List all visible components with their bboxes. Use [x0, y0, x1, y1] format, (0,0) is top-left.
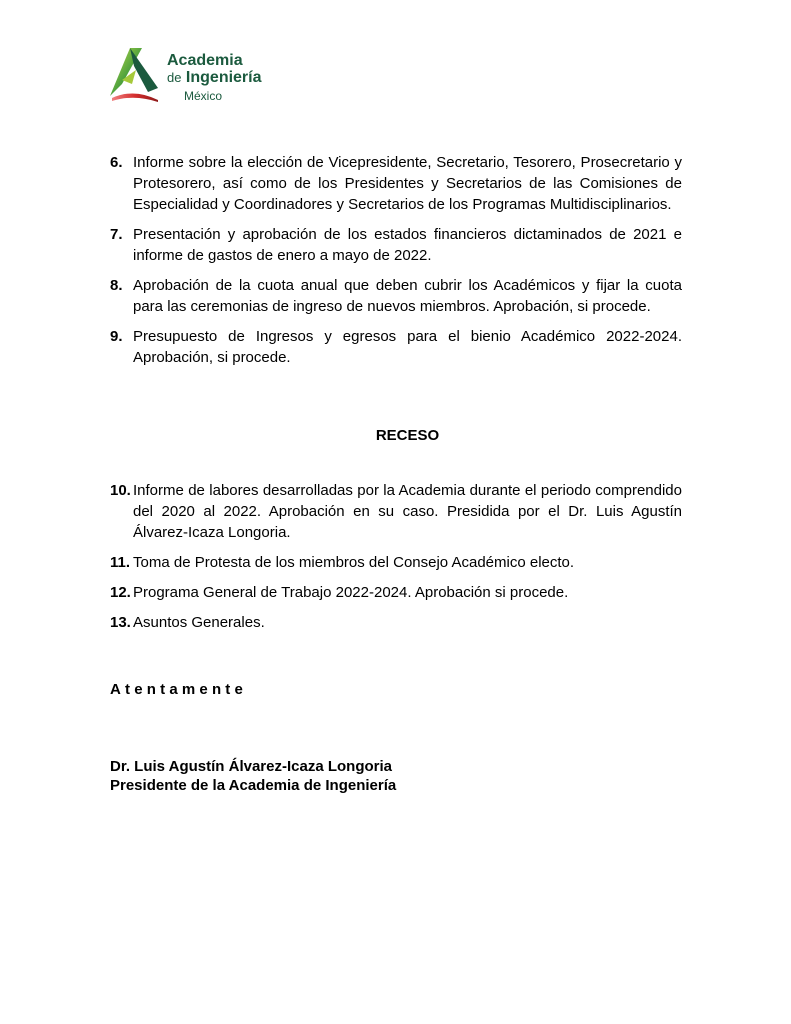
agenda-item-text: Informe sobre la elección de Vicepresidente, Secretario, Tesorero, Prosecretario y Protesorero, así como de los Presidentes y Secretarios de las Comisiones de Especialidad y Coordinadores y Secretarios de los Programas Multidisciplinarios.: [133, 154, 682, 213]
agenda-item-text: Informe de labores desarrolladas por la Academia durante el periodo comprendido del 2020 al 2022. Aprobación en su caso. Presidida por el Dr. Luis Agustín Álvarez-Icaza Longoria.: [133, 482, 682, 541]
agenda-item: [110, 326, 682, 368]
signer-name: Dr. Luis Agustín Álvarez-Icaza Longoria: [110, 758, 392, 775]
agenda-item-number: 11.: [110, 554, 131, 571]
academia-logo-mark-icon: [108, 44, 160, 102]
signer-title: Presidente de la Academia de Ingeniería: [110, 777, 397, 794]
agenda-item-text: Aprobación de la cuota anual que deben cubrir los Académicos y fijar la cuota para las ceremonias de ingreso de nuevos miembros. Aprobación, si procede.: [133, 277, 682, 315]
recess-heading: RECESO: [375, 427, 440, 444]
logo-text-mexico: México: [184, 89, 223, 103]
agenda-item-number: 12.: [110, 584, 131, 601]
agenda-item-text: Presentación y aprobación de los estados financieros dictaminados de 2021 e informe de gastos de enero a mayo de 2022.: [133, 226, 682, 264]
agenda-item-number: 8.: [110, 277, 123, 294]
signature-block: [110, 757, 396, 795]
academia-logo: [108, 44, 278, 106]
agenda-item-number: 6.: [110, 154, 123, 171]
agenda-item-text: Presupuesto de Ingresos y egresos para el bienio Académico 2022-2024. Aprobación, si procede.: [133, 328, 682, 366]
agenda-item: [110, 480, 682, 543]
agenda-item-text: Asuntos Generales.: [133, 614, 265, 631]
agenda-item: [110, 552, 682, 573]
agenda-list-part1: [110, 152, 682, 377]
agenda-item-number: 10.: [110, 482, 131, 499]
logo-text-ingenieria-word: Ingeniería: [185, 69, 262, 86]
closing-salutation: Atentamente: [110, 681, 248, 698]
agenda-item-number: 7.: [110, 226, 123, 243]
agenda-item: [110, 152, 682, 215]
agenda-item: [110, 612, 682, 633]
agenda-list-part2: [110, 480, 682, 642]
agenda-item: [110, 224, 682, 266]
logo-text-de: de: [167, 70, 182, 85]
logo-text-ingenieria: [167, 69, 262, 87]
logo-text-academia: Academia: [167, 52, 243, 69]
agenda-item-text: Programa General de Trabajo 2022-2024. Aprobación si procede.: [133, 584, 569, 601]
agenda-item-text: Toma de Protesta de los miembros del Consejo Académico electo.: [133, 554, 575, 571]
agenda-item: [110, 275, 682, 317]
agenda-item-number: 13.: [110, 614, 131, 631]
agenda-item: [110, 582, 682, 603]
agenda-item-number: 9.: [110, 328, 123, 345]
